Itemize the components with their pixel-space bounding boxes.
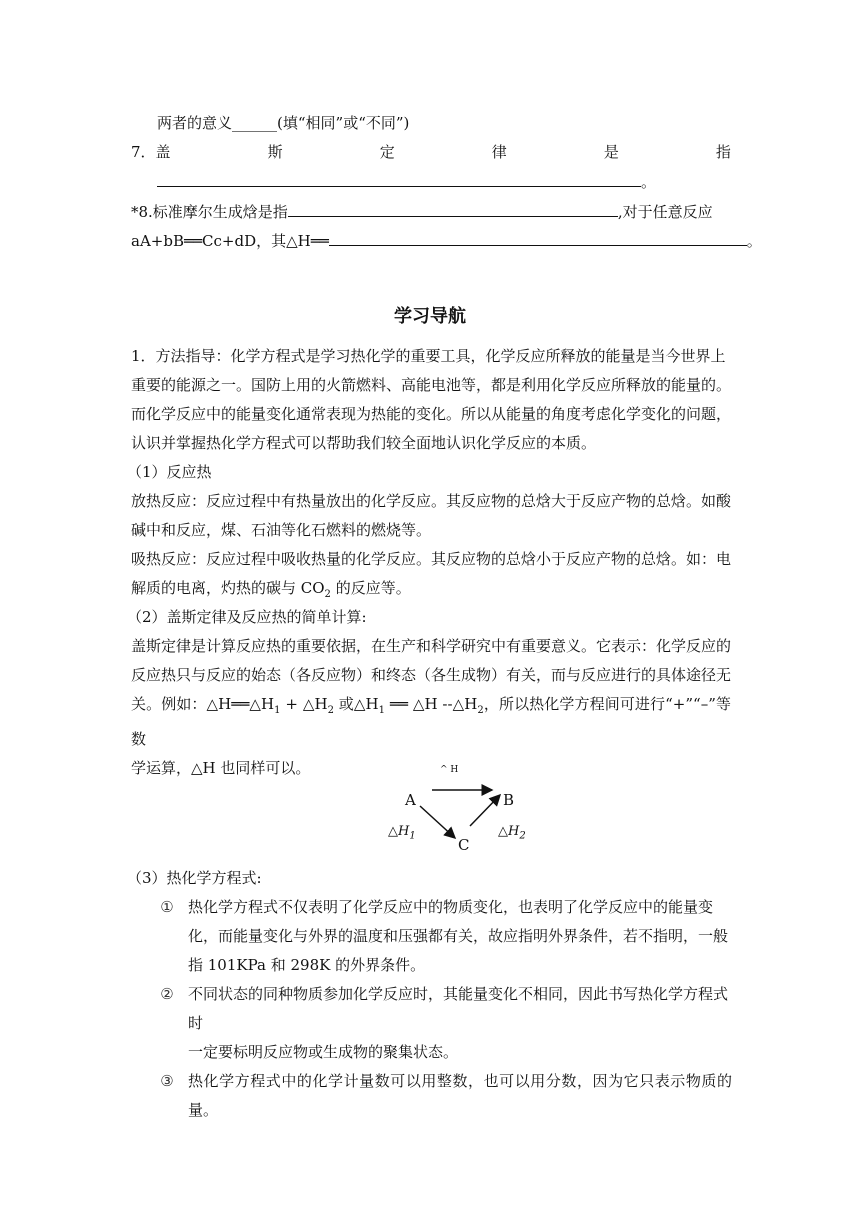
hess-cycle-diagram — [380, 763, 540, 858]
method-line: 重要的能源之一。国防上用的火箭燃料、高能电池等，都是利用化学反应所释放的能量的。 — [131, 376, 732, 394]
item-text — [188, 1067, 732, 1125]
question-7-char: 指 — [715, 143, 731, 161]
question-7-line1 — [131, 139, 731, 165]
list-item — [157, 980, 732, 1067]
item-number: ② — [160, 985, 174, 1003]
formula-sub: 2 — [477, 705, 484, 716]
top-arrow-label: ^ H — [440, 765, 459, 775]
item-line: 时 — [188, 1014, 204, 1032]
thermochem-heading: （3）热化学方程式: — [127, 869, 262, 887]
exothermic-paragraph — [131, 487, 731, 609]
question-8-head: *8.标准摩尔生成焓是指 — [131, 203, 288, 221]
list-item — [157, 1067, 732, 1125]
node-c: C — [458, 836, 470, 854]
question-7-char: 律 — [491, 143, 507, 161]
meaning-line — [157, 110, 757, 136]
question-7-char: 斯 — [267, 143, 283, 161]
item-line: 不同状态的同种物质参加化学反应时，其能量变化不相同，因此书写热化学方程式 — [188, 985, 729, 1003]
item-line: 指 101KPa 和 298K 的外界条件。 — [188, 956, 426, 974]
formula-sub: 2 — [327, 705, 334, 716]
method-paragraph — [131, 342, 731, 458]
question-8-line2-tail: 。 — [746, 232, 762, 250]
item-text — [188, 893, 732, 980]
question-8-tail: ,对于任意反应 — [617, 203, 713, 221]
question-7-char: 定 — [379, 143, 395, 161]
formula-part: 或△H — [333, 695, 379, 713]
answer-blank-7[interactable] — [157, 168, 641, 187]
item-line: 化，而能量变化与外界的温度和压强都有关，故应指明外界条件，若不指明，一般 — [188, 927, 729, 945]
question-8-line1 — [131, 198, 731, 224]
item-number: ③ — [160, 1072, 174, 1090]
method-line: 认识并掌握热化学方程式可以帮助我们较全面地认识化学反应的本质。 — [131, 434, 597, 452]
item-line: 一定要标明反应物或生成物的聚集状态。 — [188, 1043, 459, 1061]
endothermic-text-end: 的反应等。 — [330, 579, 411, 597]
question-8-line2-head: aA+bB══Cc+dD，其△H══ — [131, 232, 329, 250]
question-7-char: 是 — [603, 143, 619, 161]
list-item — [157, 893, 732, 980]
method-line: 1．方法指导：化学方程式是学习热化学的重要工具，化学反应所释放的能量是当今世界上 — [131, 347, 726, 365]
hess-law-heading: （2）盖斯定律及反应热的简单计算: — [127, 608, 367, 626]
delta-h2-text: △H — [498, 824, 520, 839]
delta-h2-label — [498, 824, 526, 842]
question-7-end: 。 — [641, 173, 657, 191]
formula-part: 关。例如：△H══△H — [131, 695, 275, 713]
meaning-text: 两者的意义______(填“相同”或“不同”) — [157, 114, 410, 132]
delta-h1-label — [388, 824, 416, 842]
question-8-line2 — [131, 227, 762, 253]
item-line: 热化学方程式中的化学计量数可以用整数，也可以用分数，因为它只表示物质的量。 — [188, 1072, 732, 1119]
co2-subscript: 2 — [324, 589, 331, 600]
arrow-a-to-c — [420, 806, 455, 838]
hess-law-paragraph — [131, 632, 731, 783]
formula-sub: 1 — [274, 705, 281, 716]
hess-line: 反应热只与反应的始态（各反应物）和终态（各生成物）有关，而与反应进行的具体途径无 — [131, 666, 732, 684]
reaction-heat-heading: （1）反应热 — [127, 463, 212, 481]
hess-line: 学运算，△H 也同样可以。 — [131, 759, 311, 777]
item-number: ① — [160, 898, 174, 916]
formula-part: + △H — [280, 695, 328, 713]
node-b: B — [503, 791, 515, 809]
question-7-start: 7．盖 — [131, 143, 171, 161]
question-7-line2 — [157, 168, 757, 194]
delta-h1-sub: 1 — [409, 830, 416, 842]
node-a: A — [405, 791, 416, 809]
exothermic-line: 放热反应：反应过程中有热量放出的化学反应。其反应物的总焓大于反应产物的总焓。如酸 — [131, 492, 732, 510]
formula-sub: 1 — [378, 705, 386, 716]
method-line: 而化学反应中的能量变化通常表现为热能的变化。所以从能量的角度考虑化学变化的问题， — [131, 405, 732, 423]
answer-blank-8b[interactable] — [329, 227, 747, 246]
hess-line-formula — [131, 690, 731, 754]
section-title: 学习导航 — [394, 306, 466, 327]
hess-line: 盖斯定律是计算反应热的重要依据，在生产和科学研究中有重要意义。它表示：化学反应的 — [131, 637, 732, 655]
item-text — [188, 980, 732, 1067]
arrow-c-to-b — [470, 795, 500, 826]
formula-part: ，所以热化学方程间可进行“+”“–”等数 — [131, 695, 731, 748]
delta-h1-text: △H — [388, 824, 410, 839]
answer-blank-8a[interactable] — [288, 198, 618, 217]
exothermic-line: 碱中和反应，煤、石油等化石燃料的燃烧等。 — [131, 521, 432, 539]
item-line: 热化学方程式不仅表明了化学反应中的物质变化，也表明了化学反应中的能量变 — [188, 898, 714, 916]
delta-h2-sub: 2 — [519, 830, 526, 842]
endothermic-text: 解质的电离，灼热的碳与 CO — [131, 579, 325, 597]
endothermic-line: 吸热反应：反应过程中吸收热量的化学反应。其反应物的总焓小于反应产物的总焓。如：电 — [131, 550, 732, 568]
formula-part: ══ △H --△H — [385, 695, 478, 713]
